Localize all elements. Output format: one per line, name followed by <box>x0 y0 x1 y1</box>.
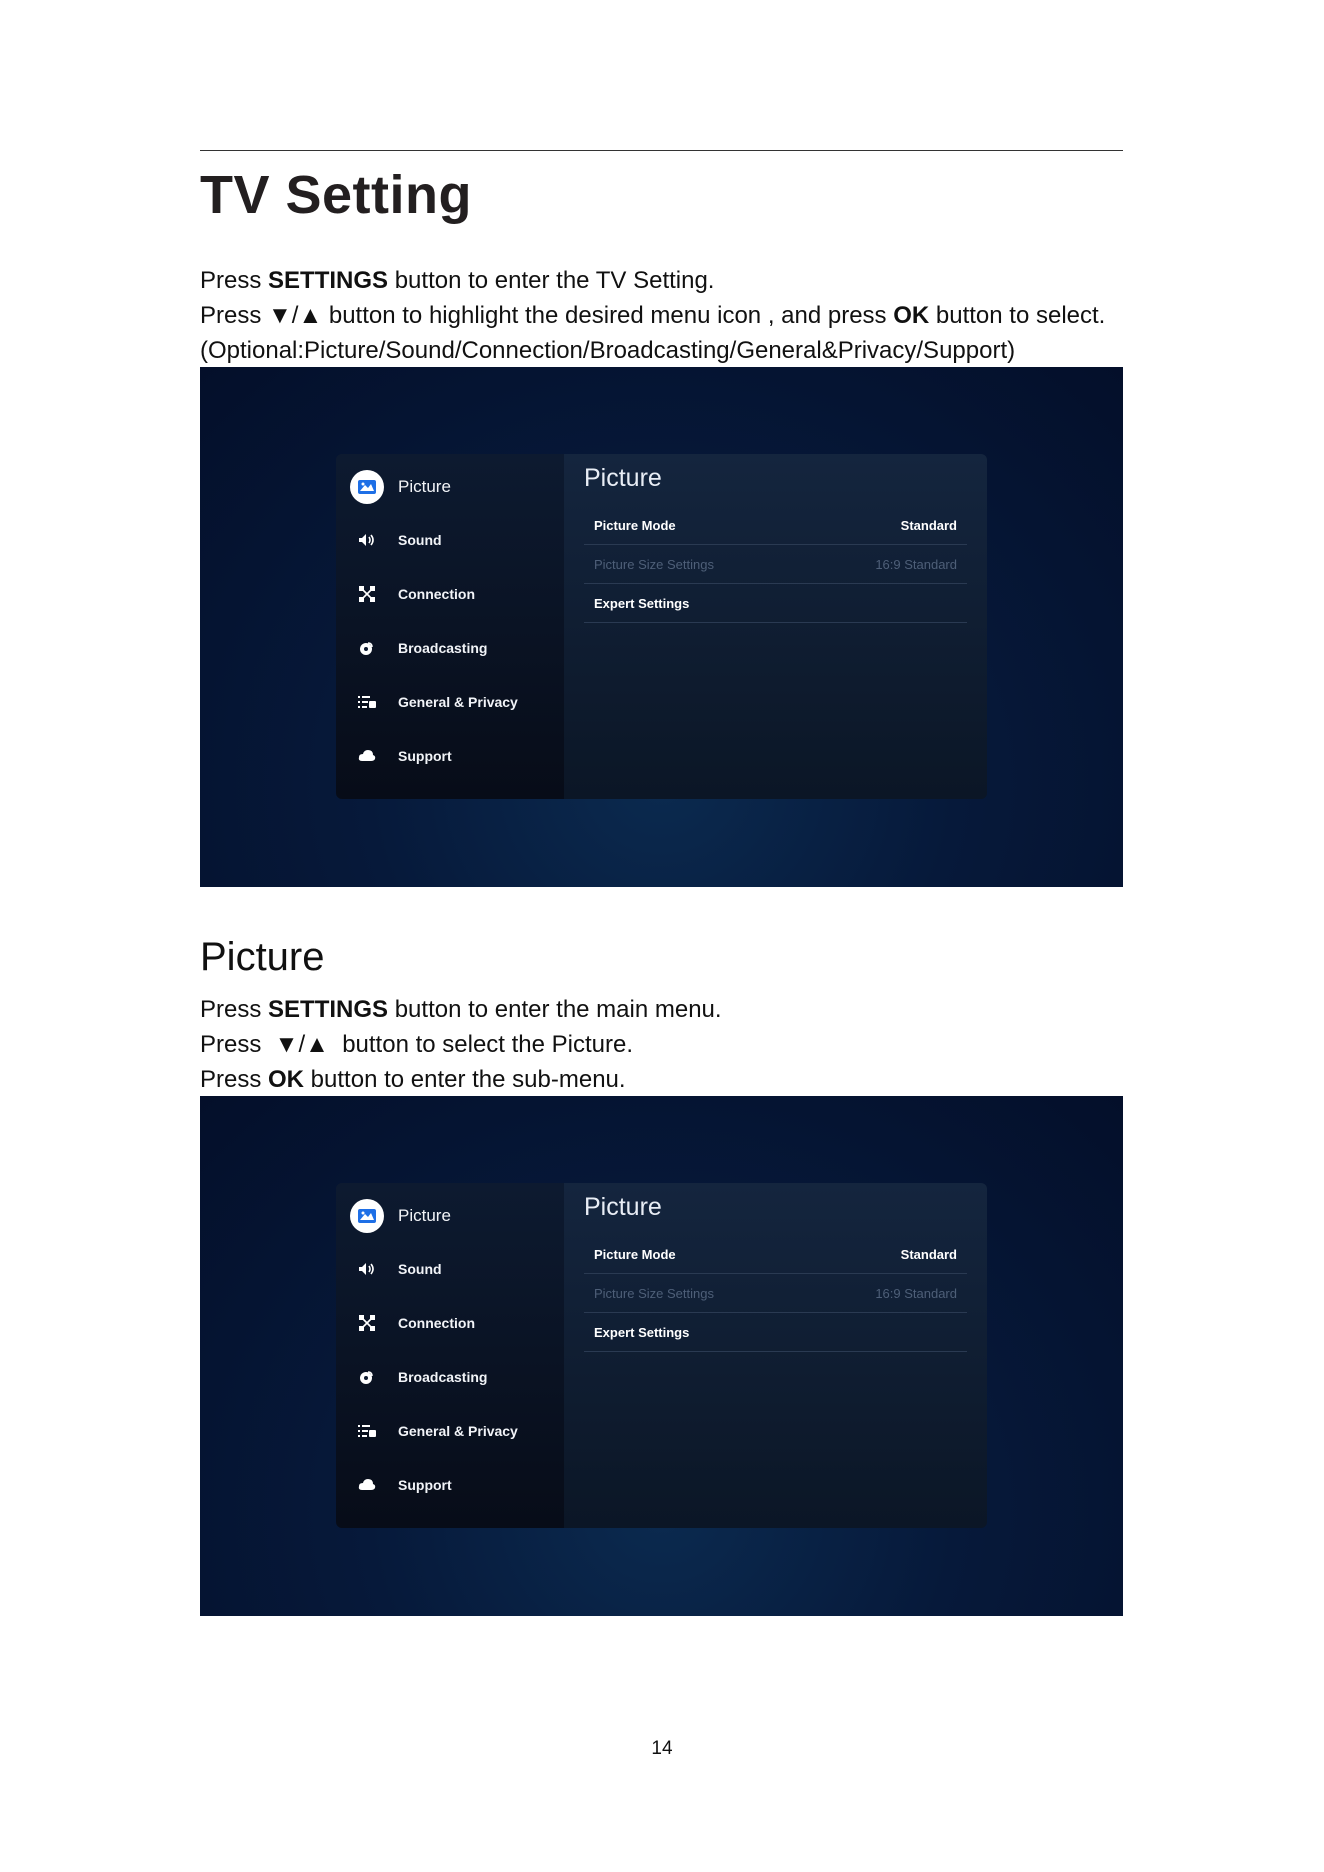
intro-line-1: Press SETTINGS button to enter the TV Setting. <box>200 267 715 294</box>
picture-icon <box>350 470 384 504</box>
section2-line-3: Press OK button to enter the sub-menu. <box>200 1066 626 1093</box>
page-title: TV Setting <box>200 165 472 225</box>
settings-panel <box>336 1183 987 1528</box>
sidebar-item-general-privacy[interactable]: General & Privacy <box>350 684 518 720</box>
settings-detail <box>564 1183 987 1528</box>
panel-title: Picture <box>584 1193 662 1221</box>
support-cloud-icon <box>350 1468 384 1502</box>
intro-text <box>200 263 1105 368</box>
sidebar-item-sound[interactable]: Sound <box>350 522 442 558</box>
sidebar-item-connection[interactable]: Connection <box>350 576 475 612</box>
satellite-icon <box>350 1360 384 1394</box>
row-picture-size: Picture Size Settings 16:9 Standard <box>584 1274 967 1313</box>
sidebar-item-picture[interactable]: Picture <box>350 1198 451 1234</box>
section2-line-2: Press ▼/▲ button to select the Picture. <box>200 1031 634 1058</box>
row-expert-settings[interactable]: Expert Settings <box>584 584 967 623</box>
sidebar-item-general-privacy[interactable]: General & Privacy <box>350 1413 518 1449</box>
row-picture-mode[interactable]: Picture Mode Standard <box>584 506 967 545</box>
picture-icon <box>350 1199 384 1233</box>
page-number: 14 <box>651 1738 673 1759</box>
sidebar-item-broadcasting[interactable]: Broadcasting <box>350 630 487 666</box>
settings-panel <box>336 454 987 799</box>
speaker-icon <box>350 1252 384 1286</box>
sidebar-item-picture[interactable]: Picture <box>350 469 451 505</box>
network-icon <box>350 577 384 611</box>
intro-line-3: (Optional:Picture/Sound/Connection/Broadcasting/General&Privacy/Support) <box>200 337 1016 364</box>
speaker-icon <box>350 523 384 557</box>
settings-detail <box>564 454 987 799</box>
sidebar-item-sound[interactable]: Sound <box>350 1251 442 1287</box>
sidebar-item-support[interactable]: Support <box>350 1467 452 1503</box>
satellite-icon <box>350 631 384 665</box>
sidebar-item-connection[interactable]: Connection <box>350 1305 475 1341</box>
sidebar-item-support[interactable]: Support <box>350 738 452 774</box>
settings-sidebar <box>336 1183 564 1528</box>
section2-text <box>200 992 722 1097</box>
tv-screenshot-1 <box>200 367 1123 887</box>
list-lock-icon <box>350 685 384 719</box>
tv-screenshot-2 <box>200 1096 1123 1616</box>
section-title-picture: Picture <box>200 935 325 979</box>
panel-title: Picture <box>584 464 662 492</box>
list-lock-icon <box>350 1414 384 1448</box>
row-picture-size: Picture Size Settings 16:9 Standard <box>584 545 967 584</box>
row-expert-settings[interactable]: Expert Settings <box>584 1313 967 1352</box>
sidebar-item-broadcasting[interactable]: Broadcasting <box>350 1359 487 1395</box>
section2-line-1: Press SETTINGS button to enter the main menu. <box>200 996 722 1023</box>
row-picture-mode[interactable]: Picture Mode Standard <box>584 1235 967 1274</box>
header-rule <box>200 150 1123 151</box>
network-icon <box>350 1306 384 1340</box>
intro-line-2: Press ▼/▲ button to highlight the desired menu icon , and press OK button to select. <box>200 302 1106 329</box>
settings-sidebar <box>336 454 564 799</box>
support-cloud-icon <box>350 739 384 773</box>
